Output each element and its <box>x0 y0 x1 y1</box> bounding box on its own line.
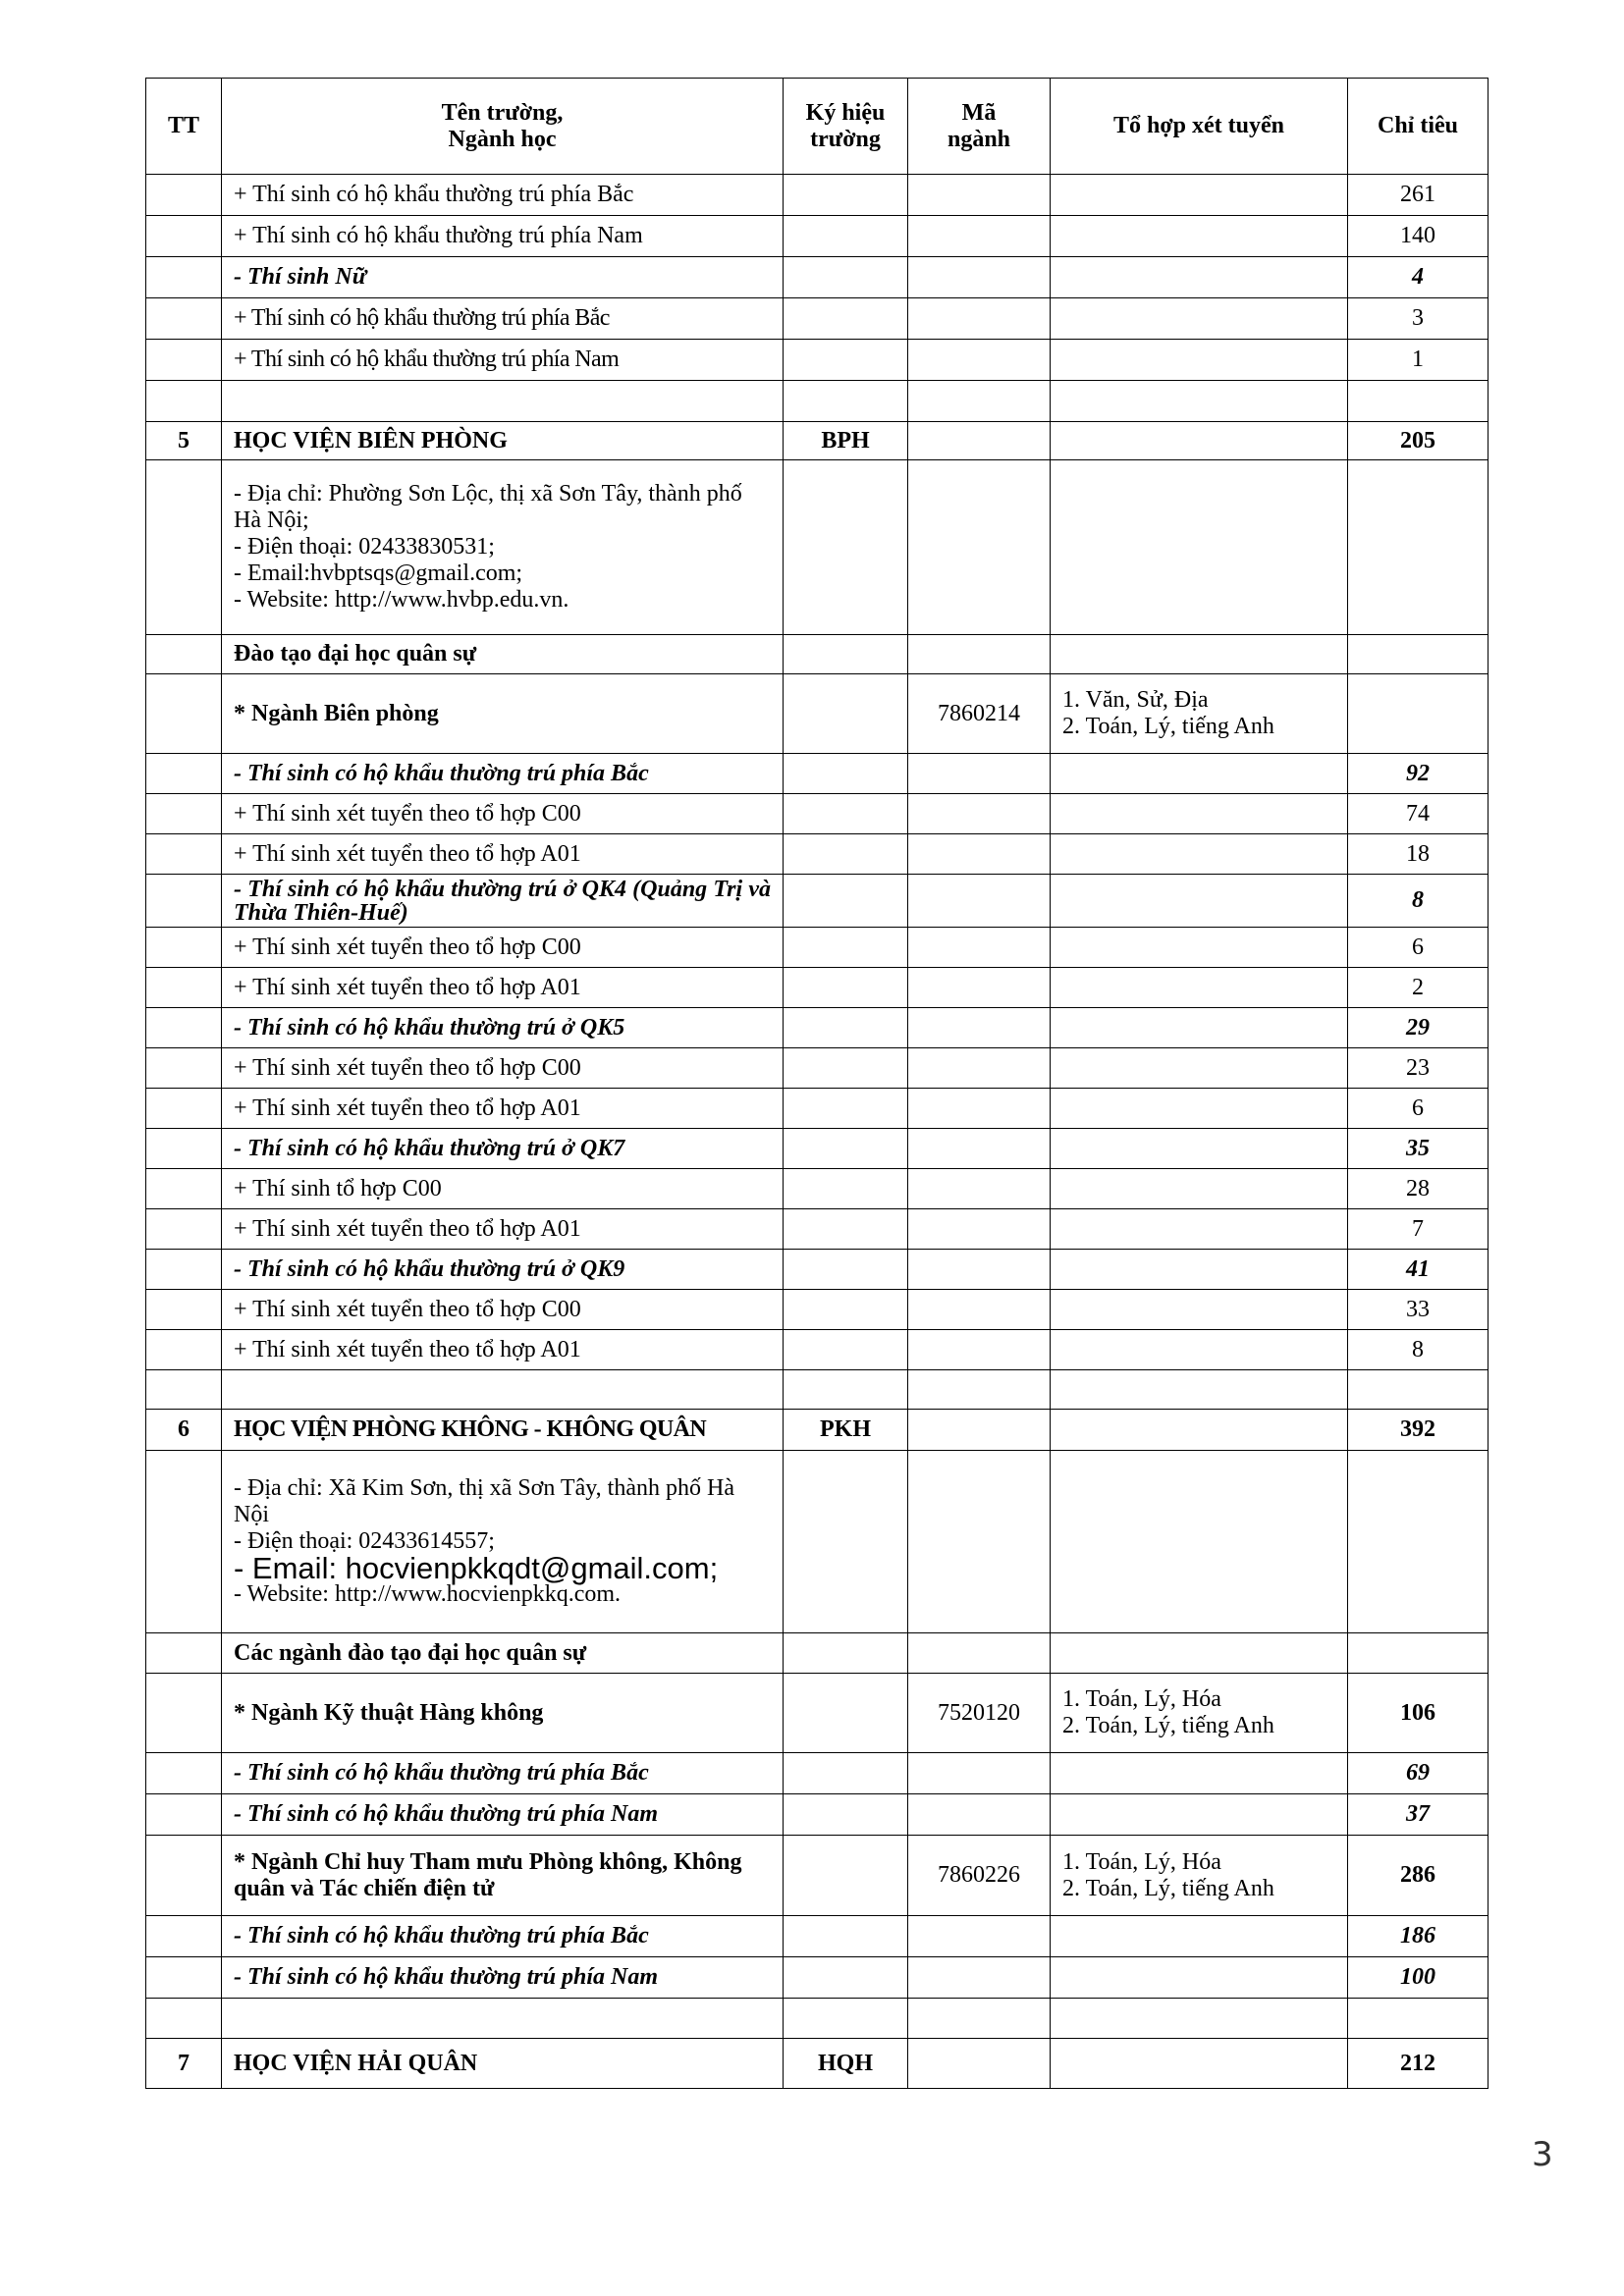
spacer-row <box>146 381 1489 422</box>
row-text: - Thí sinh có hộ khẩu thường trú ở QK7 <box>222 1129 784 1169</box>
address: - Địa chỉ: Xã Kim Sơn, thị xã Sơn Tây, thành phố Hà Nội <box>234 1475 734 1527</box>
table-row <box>146 1753 1489 1794</box>
table-row <box>146 216 1489 257</box>
spacer-row <box>146 1370 1489 1410</box>
website: - Website: http://www.hocvienpkkq.com. <box>234 1581 622 1607</box>
row-text: + Thí sinh xét tuyển theo tổ hợp C00 <box>222 1048 784 1089</box>
row-text: + Thí sinh xét tuyển theo tổ hợp C00 <box>222 794 784 834</box>
row-text: - Thí sinh có hộ khẩu thường trú phía Nam <box>222 1794 784 1836</box>
row-text: + Thí sinh xét tuyển theo tổ hợp C00 <box>222 928 784 968</box>
row-quota: 1 <box>1348 340 1489 381</box>
school-name: HỌC VIỆN BIÊN PHÒNG <box>222 422 784 460</box>
row-quota: 8 <box>1348 875 1489 928</box>
table-row <box>146 340 1489 381</box>
row-quota: 74 <box>1348 794 1489 834</box>
address: - Địa chỉ: Phường Sơn Lộc, thị xã Sơn Tây, thành phố Hà Nội; <box>234 481 742 533</box>
table-row <box>146 175 1489 216</box>
header-major-code: Mã ngành <box>908 79 1051 175</box>
table-row <box>146 834 1489 875</box>
row-quota: 261 <box>1348 175 1489 216</box>
major-name: * Ngành Chỉ huy Tham mưu Phòng không, Không quân và Tác chiến điện tử <box>222 1836 784 1916</box>
section-title: Các ngành đào tạo đại học quân sự <box>222 1633 784 1674</box>
row-text: + Thí sinh xét tuyển theo tổ hợp A01 <box>222 1330 784 1370</box>
school-name: HỌC VIỆN HẢI QUÂN <box>222 2039 784 2089</box>
header-tt: TT <box>146 79 222 175</box>
phone: - Điện thoại: 02433830531; <box>234 534 495 560</box>
email: - Email:hvbptsqs@gmail.com; <box>234 561 523 586</box>
table-row <box>146 1794 1489 1836</box>
school-row-pkh <box>146 1410 1489 1451</box>
major-name: * Ngành Biên phòng <box>222 674 784 754</box>
major-name: * Ngành Kỹ thuật Hàng không <box>222 1674 784 1753</box>
row-quota: 37 <box>1348 1794 1489 1836</box>
major-row <box>146 1836 1489 1916</box>
row-text: + Thí sinh có hộ khẩu thường trú phía Nam <box>222 216 784 257</box>
row-quota: 23 <box>1348 1048 1489 1089</box>
row-text: + Thí sinh xét tuyển theo tổ hợp A01 <box>222 1209 784 1250</box>
school-row-hqh <box>146 2039 1489 2089</box>
row-quota: 4 <box>1348 257 1489 298</box>
header-quota: Chỉ tiêu <box>1348 79 1489 175</box>
major-code: 7860226 <box>908 1836 1051 1916</box>
group-row <box>146 1250 1489 1290</box>
row-quota: 7 <box>1348 1209 1489 1250</box>
major-quota: 286 <box>1348 1836 1489 1916</box>
school-quota: 392 <box>1348 1410 1489 1451</box>
major-combination: 1. Toán, Lý, Hóa 2. Toán, Lý, tiếng Anh <box>1051 1674 1348 1753</box>
major-combination: 1. Văn, Sử, Địa 2. Toán, Lý, tiếng Anh <box>1051 674 1348 754</box>
row-text: - Thí sinh có hộ khẩu thường trú phía Bắc <box>222 1753 784 1794</box>
row-quota: 92 <box>1348 754 1489 794</box>
row-text: + Thí sinh có hộ khẩu thường trú phía Nam <box>222 340 784 381</box>
row-text: - Thí sinh có hộ khẩu thường trú ở QK9 <box>222 1250 784 1290</box>
phone: - Điện thoại: 02433614557; <box>234 1528 495 1554</box>
table-row <box>146 1290 1489 1330</box>
row-quota: 18 <box>1348 834 1489 875</box>
major-row <box>146 674 1489 754</box>
school-tt: 6 <box>146 1410 222 1451</box>
row-text: + Thí sinh xét tuyển theo tổ hợp A01 <box>222 834 784 875</box>
school-contact <box>222 460 784 635</box>
table-row <box>146 298 1489 340</box>
school-row-bph <box>146 422 1489 460</box>
table-row <box>146 968 1489 1008</box>
school-tt: 7 <box>146 2039 222 2089</box>
row-quota: 3 <box>1348 298 1489 340</box>
header-school-major: Tên trường, Ngành học <box>222 79 784 175</box>
school-code: PKH <box>784 1410 908 1451</box>
table-row <box>146 1916 1489 1957</box>
row-quota: 29 <box>1348 1008 1489 1048</box>
row-text: + Thí sinh có hộ khẩu thường trú phía Bắc <box>222 298 784 340</box>
row-text: + Thí sinh xét tuyển theo tổ hợp C00 <box>222 1290 784 1330</box>
row-text: + Thí sinh tổ hợp C00 <box>222 1169 784 1209</box>
row-text: + Thí sinh xét tuyển theo tổ hợp A01 <box>222 968 784 1008</box>
row-text: - Thí sinh có hộ khẩu thường trú phía Bắc <box>222 1916 784 1957</box>
header-row <box>146 79 1489 175</box>
row-text: + Thí sinh xét tuyển theo tổ hợp A01 <box>222 1089 784 1129</box>
section-title: Đào tạo đại học quân sự <box>222 635 784 674</box>
row-quota: 2 <box>1348 968 1489 1008</box>
school-code: BPH <box>784 422 908 460</box>
school-code: HQH <box>784 2039 908 2089</box>
bph-quota-rows <box>146 754 1489 1370</box>
school-quota: 212 <box>1348 2039 1489 2089</box>
table-row <box>146 1048 1489 1089</box>
row-quota: 69 <box>1348 1753 1489 1794</box>
school-quota: 205 <box>1348 422 1489 460</box>
row-quota: 6 <box>1348 928 1489 968</box>
school-contact <box>222 1451 784 1633</box>
major-code: 7520120 <box>908 1674 1051 1753</box>
group-row <box>146 1129 1489 1169</box>
row-quota: 35 <box>1348 1129 1489 1169</box>
school-info-bph <box>146 460 1489 635</box>
table-row <box>146 1957 1489 1999</box>
table-row <box>146 1330 1489 1370</box>
group-row <box>146 875 1489 928</box>
major-combination: 1. Toán, Lý, Hóa 2. Toán, Lý, tiếng Anh <box>1051 1836 1348 1916</box>
admissions-table <box>145 78 1489 2089</box>
table-row <box>146 794 1489 834</box>
row-text: - Thí sinh có hộ khẩu thường trú ở QK5 <box>222 1008 784 1048</box>
group-row <box>146 754 1489 794</box>
page-number: 3 <box>1532 2135 1553 2174</box>
table-row <box>146 928 1489 968</box>
section-row <box>146 1633 1489 1674</box>
major-quota: 106 <box>1348 1674 1489 1753</box>
table-row <box>146 1089 1489 1129</box>
row-quota: 41 <box>1348 1250 1489 1290</box>
major-row <box>146 1674 1489 1753</box>
section-row <box>146 635 1489 674</box>
table-row <box>146 257 1489 298</box>
row-text: - Thí sinh có hộ khẩu thường trú ở QK4 (Quảng Trị và Thừa Thiên-Huế) <box>222 875 784 928</box>
major-code: 7860214 <box>908 674 1051 754</box>
email: - Email: hocvienpkkqdt@gmail.com; <box>234 1551 719 1585</box>
row-quota: 28 <box>1348 1169 1489 1209</box>
website: - Website: http://www.hvbp.edu.vn. <box>234 587 569 613</box>
row-text: - Thí sinh Nữ <box>222 257 784 298</box>
school-name: HỌC VIỆN PHÒNG KHÔNG - KHÔNG QUÂN <box>222 1410 784 1451</box>
row-quota: 6 <box>1348 1089 1489 1129</box>
header-combination: Tổ hợp xét tuyển <box>1051 79 1348 175</box>
spacer-row <box>146 1999 1489 2039</box>
row-text: + Thí sinh có hộ khẩu thường trú phía Bắc <box>222 175 784 216</box>
group-row <box>146 1008 1489 1048</box>
row-quota: 186 <box>1348 1916 1489 1957</box>
header-school-code: Ký hiệu trường <box>784 79 908 175</box>
table-row <box>146 1209 1489 1250</box>
row-text: - Thí sinh có hộ khẩu thường trú phía Nam <box>222 1957 784 1999</box>
table-row <box>146 1169 1489 1209</box>
row-text: - Thí sinh có hộ khẩu thường trú phía Bắc <box>222 754 784 794</box>
school-info-pkh <box>146 1451 1489 1633</box>
row-quota: 8 <box>1348 1330 1489 1370</box>
row-quota: 100 <box>1348 1957 1489 1999</box>
school-tt: 5 <box>146 422 222 460</box>
row-quota: 33 <box>1348 1290 1489 1330</box>
row-quota: 140 <box>1348 216 1489 257</box>
